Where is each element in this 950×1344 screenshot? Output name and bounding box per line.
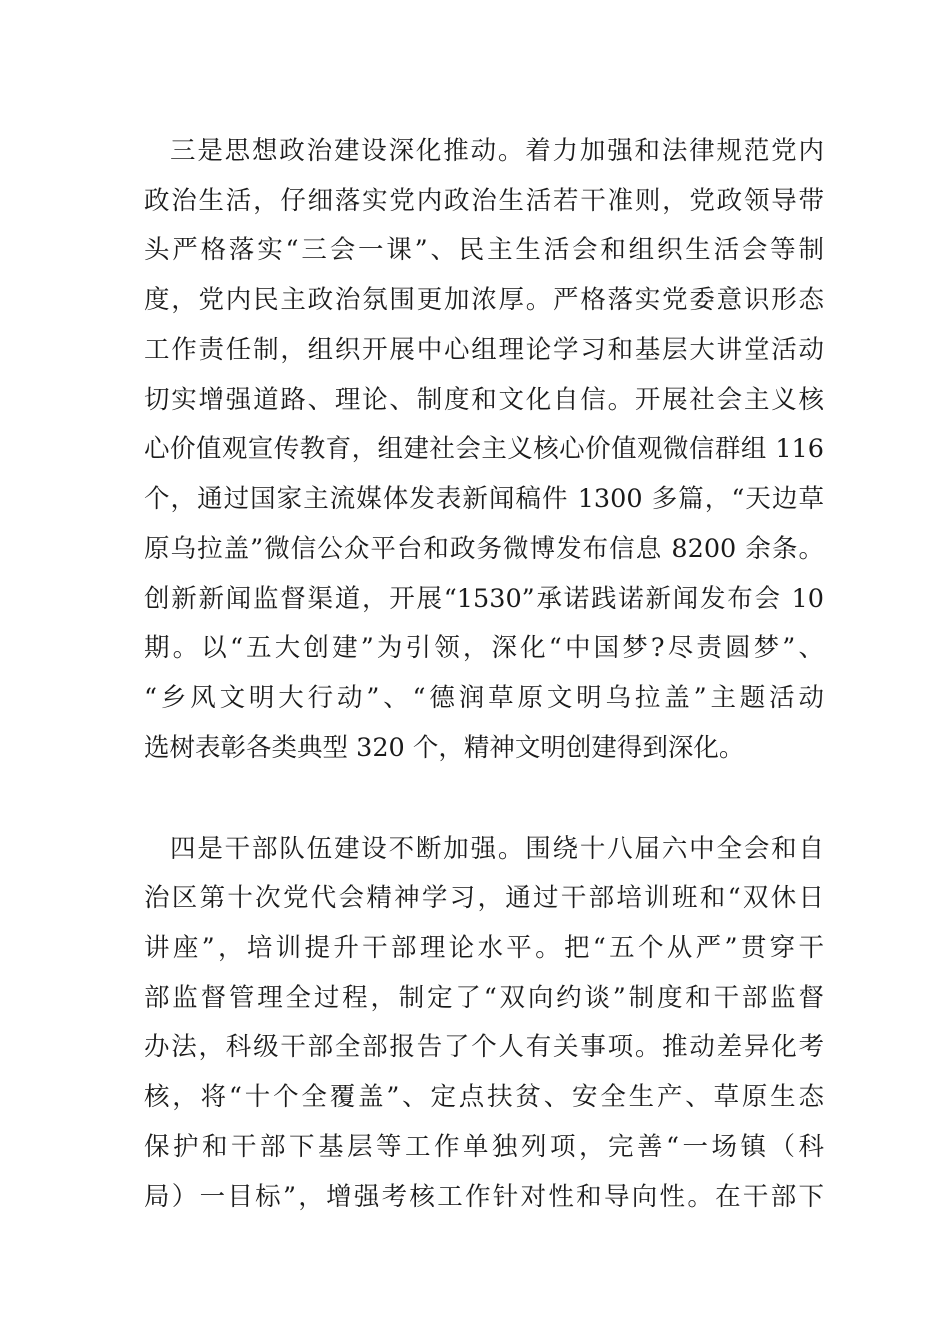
text-line: 期。以“五大创建”为引领，深化“中国梦?尽责圆梦”、 — [144, 633, 824, 663]
text-line: 工作责任制，组织开展中心组理论学习和基层大讲堂活动 — [144, 335, 824, 365]
text-line: 度，党内民主政治氛围更加浓厚。严格落实党委意识形态 — [144, 285, 824, 315]
text-line: 四是干部队伍建设不断加强。围绕十八届六中全会和自 — [170, 834, 824, 864]
text-line: 切实增强道路、理论、制度和文化自信。开展社会主义核 — [144, 385, 824, 415]
text-line: 核，将“十个全覆盖”、定点扶贫、安全生产、草原生态 — [144, 1082, 824, 1112]
text-line: 政治生活，仔细落实党内政治生活若干准则，党政领导带 — [144, 186, 824, 216]
text-line: 部监督管理全过程，制定了“双向约谈”制度和干部监督 — [144, 983, 824, 1013]
text-line: 个，通过国家主流媒体发表新闻稿件 1300 多篇，“天边草 — [144, 484, 824, 514]
text-line: 局）一目标”，增强考核工作针对性和导向性。在干部下 — [144, 1182, 824, 1212]
text-line: 创新新闻监督渠道，开展“1530”承诺践诺新闻发布会 10 — [144, 584, 824, 614]
text-line: 讲座”，培训提升干部理论水平。把“五个从严”贯穿干 — [144, 933, 824, 963]
text-line: 保护和干部下基层等工作单独列项，完善“一场镇（科 — [144, 1132, 824, 1162]
text-line: 选树表彰各类典型 320 个，精神文明创建得到深化。 — [144, 733, 745, 763]
text-line: 办法，科级干部全部报告了个人有关事项。推动差异化考 — [144, 1032, 824, 1062]
text-line: 原乌拉盖”微信公众平台和政务微博发布信息 8200 余条。 — [144, 534, 824, 564]
text-line: 三是思想政治建设深化推动。着力加强和法律规范党内 — [170, 136, 824, 166]
text-line: 心价值观宣传教育，组建社会主义核心价值观微信群组 116 — [144, 434, 824, 464]
text-line: 治区第十次党代会精神学习，通过干部培训班和“双休日 — [144, 883, 824, 913]
text-line: “乡风文明大行动”、“德润草原文明乌拉盖”主题活动 — [144, 683, 824, 713]
text-line: 头严格落实“三会一课”、民主生活会和组织生活会等制 — [144, 235, 824, 265]
